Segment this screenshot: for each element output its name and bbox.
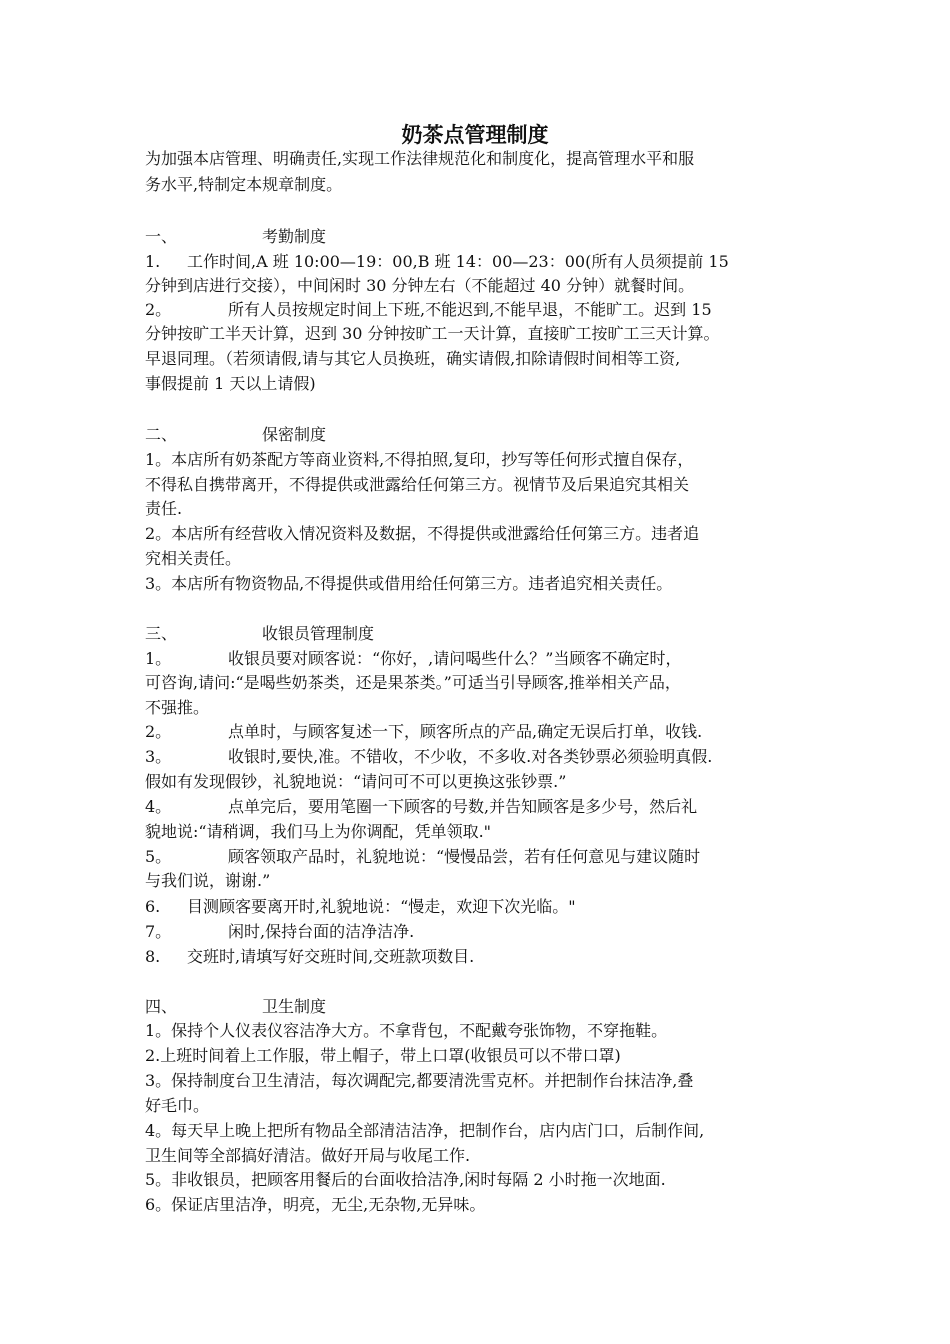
rule-line: 不强推。 xyxy=(145,698,210,717)
rule-line xyxy=(145,920,414,944)
rule-line: 责任. xyxy=(145,499,183,518)
section-title: 收银员管理制度 xyxy=(262,624,375,643)
item-number: 4。 xyxy=(145,797,172,816)
rule-text: 工作时间,A 班 10:00—19：00,B 班 14：00—23：00(所有人员须提前 15 xyxy=(187,252,729,271)
rule-line: 与我们说，谢谢.” xyxy=(145,871,271,890)
item-number: 1. xyxy=(145,252,161,271)
rule-line: 假如有发现假钞，礼貌地说：“请问可不可以更换这张钞票.” xyxy=(145,772,567,791)
rule-line: 1。本店所有奶茶配方等商业资料,不得拍照,复印，抄写等任何形式擅自保存， xyxy=(145,450,694,469)
section-heading-hygiene xyxy=(145,995,326,1019)
rule-line xyxy=(145,298,712,322)
rule-text: 闲时,保持台面的洁净洁净. xyxy=(228,922,415,941)
item-number: 2。 xyxy=(145,300,172,319)
rule-line: 好毛巾。 xyxy=(145,1096,210,1115)
rule-text: 收银员要对顾客说：“你好，,请问喝些什么？”当顾客不确定时， xyxy=(228,649,682,668)
item-number: 5。 xyxy=(145,847,172,866)
item-number: 6. xyxy=(145,897,161,916)
rule-line: 貌地说:“请稍调，我们马上为你调配，凭单领取." xyxy=(145,822,492,841)
item-number: 2。 xyxy=(145,722,172,741)
rule-line xyxy=(145,647,681,671)
rule-text: 顾客领取产品时，礼貌地说：“慢慢品尝，若有任何意见与建议随时 xyxy=(228,847,701,866)
section-title: 考勤制度 xyxy=(262,227,327,246)
rule-line: 5。非收银员，把顾客用餐后的台面收拾洁净,闲时每隔 2 小时拖一次地面. xyxy=(145,1170,666,1189)
document-title: 奶茶点管理制度 xyxy=(401,122,549,147)
item-number: 3。 xyxy=(145,747,172,766)
rule-line: 2.上班时间着上工作服，带上帽子，带上口罩(收银员可以不带口罩) xyxy=(145,1046,621,1065)
rule-text: 点单完后，要用笔圈一下顾客的号数,并告知顾客是多少号，然后礼 xyxy=(228,797,698,816)
rule-line xyxy=(145,945,474,969)
section-heading-cashier xyxy=(145,622,374,646)
rule-line xyxy=(145,845,700,869)
rule-line: 1。保持个人仪表仪容洁净大方。不拿背包，不配戴夸张饰物，不穿拖鞋。 xyxy=(145,1021,668,1040)
rule-text: 点单时，与顾客复述一下，顾客所点的产品,确定无误后打单，收钱. xyxy=(228,722,703,741)
section-number: 四、 xyxy=(145,997,178,1016)
rule-line: 6。保证店里洁净，明亮，无尘,无杂物,无异味。 xyxy=(145,1195,486,1214)
rule-line: 2。本店所有经营收入情况资料及数据，不得提供或泄露给任何第三方。违者追 xyxy=(145,524,700,543)
rule-line: 3。本店所有物资物品,不得提供或借用给任何第三方。违者追究相关责任。 xyxy=(145,574,673,593)
section-number: 二、 xyxy=(145,425,178,444)
section-title: 保密制度 xyxy=(262,425,327,444)
section-heading-confidentiality xyxy=(145,423,326,447)
rule-line: 不得私自携带离开，不得提供或泄露给任何第三方。视情节及后果追究其相关 xyxy=(145,475,690,494)
section-number: 一、 xyxy=(145,227,178,246)
rule-line xyxy=(145,250,729,274)
item-number: 1。 xyxy=(145,649,172,668)
section-heading-attendance xyxy=(145,225,326,249)
rule-text: 目测顾客要离开时,礼貌地说：“慢走，欢迎下次光临。" xyxy=(187,897,576,916)
rule-line xyxy=(145,720,702,744)
intro-line: 为加强本店管理、明确责任,实现工作法律规范化和制度化，提高管理水平和服 xyxy=(145,149,695,168)
rule-line: 3。保持制度台卫生清洁，每次调配完,都要清洗雪克杯。并把制作台抹洁净,叠 xyxy=(145,1071,694,1090)
item-number: 7。 xyxy=(145,922,172,941)
rule-line: 分钟到店进行交接），中间闲时 30 分钟左右（不能超过 40 分钟）就餐时间。 xyxy=(145,276,695,295)
rule-line xyxy=(145,795,697,819)
intro-line: 务水平,特制定本规章制度。 xyxy=(145,175,343,194)
rule-line: 事假提前 1 天以上请假) xyxy=(145,374,316,393)
rule-text: 所有人员按规定时间上下班,不能迟到,不能早退，不能旷工。迟到 15 xyxy=(228,300,712,319)
rule-line: 早退同理。（若须请假,请与其它人员换班，确实请假,扣除请假时间相等工资, xyxy=(145,349,681,368)
rule-line xyxy=(145,895,576,919)
rule-line: 分钟按旷工半天计算，迟到 30 分钟按旷工一天计算，直接旷工按旷工三天计算。 xyxy=(145,324,720,343)
rule-text: 收银时,要快,准。不错收，不少收，不多收.对各类钞票必须验明真假. xyxy=(228,747,713,766)
rule-line: 究相关责任。 xyxy=(145,549,242,568)
rule-line: 可咨询,请问:“是喝些奶茶类，还是果茶类。”可适当引导顾客,推举相关产品， xyxy=(145,673,681,692)
rule-line xyxy=(145,745,712,769)
rule-line: 卫生间等全部搞好清洁。做好开局与收尾工作. xyxy=(145,1146,471,1165)
section-title: 卫生制度 xyxy=(262,997,327,1016)
rule-line: 4。每天早上晚上把所有物品全部清洁洁净，把制作台，店内店门口，后制作间, xyxy=(145,1121,705,1140)
section-number: 三、 xyxy=(145,624,178,643)
rule-text: 交班时,请填写好交班时间,交班款项数目. xyxy=(187,947,475,966)
item-number: 8. xyxy=(145,947,161,966)
